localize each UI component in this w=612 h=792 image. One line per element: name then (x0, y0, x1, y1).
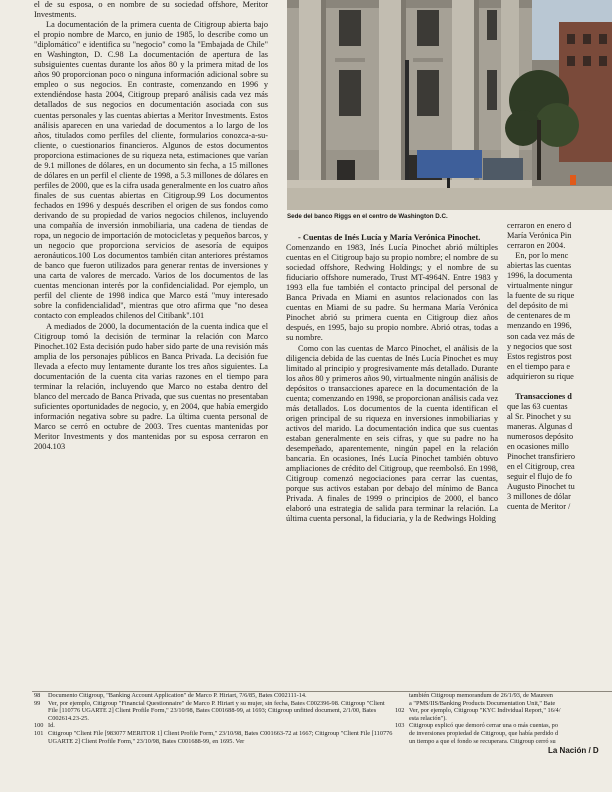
text-line: Augusto Pinochet tu (507, 482, 575, 492)
footnote-text: esta relación"). (409, 714, 447, 722)
text-line: Estos registros post (507, 351, 572, 361)
text-line: en el tiempo para e (507, 361, 571, 371)
text-line: son cada vez más de (507, 331, 575, 341)
paragraph: Como con las cuentas de Marco Pinochet, el análisis de la diligencia debida de las cuentas de Inés Lucía Pinochet es muy limitado al principio y progresivamente más detallado. Durante los años 80 y primeros años 90, virtualmente ningún análisis de depósitos o transacciones aparece en la documentación de la cuenta; comenzando en 1998, se proporcionan análisis cada vez más detallados. Los documentos de la cuenta identifican el origen principal de su riqueza en inversiones inmobiliarias y activos del marido. La documentación indica que sus cuentas estaban generalmente en seis cifras, y que su padre no ha desempeñado, aparentemente, ningún papel en la relación bancaria. En ocasiones, Inés Lucía Pinochet también obtuvo ampliaciones de crédito del Citigroup, que reembolsó. En 1998, Citigroup comenzó negociaciones para cerrar las cuentas, porque sus activos estaban por debajo del mínimo de Banca Privada. A finales de 1999 o principios de 2000, el banco elaboró una estrategia de salida para terminar la relación. La última cuenta personal, la fiduciaria, y la de Redwings Holding (286, 343, 498, 524)
footnote-text: Id. (48, 722, 55, 730)
footnote (34, 722, 394, 730)
text-line: y negocios que sost (507, 341, 572, 351)
footnote (395, 738, 612, 746)
text-line: cuenta de Meritor / (507, 502, 571, 512)
column-middle (286, 233, 498, 524)
footnote (395, 700, 612, 708)
text-line: María Verónica Pin (507, 231, 572, 241)
footnote-number: 102 (395, 707, 405, 715)
text-line: maneras. Algunas d (507, 421, 573, 431)
footnote (395, 722, 612, 730)
footnote-number (395, 738, 409, 746)
footnote-text: Citigroup "Client File [983077 MERITOR 1] Client Profile Form," 23/10/98, Bates C001663-72 at 1667; Citigroup "Client File [110776 UGARTE 2] Client Profile Form," 23/10/98, Bates C001688-99, en 1695. Ver (48, 729, 393, 745)
footnote-text: de inversiones propiedad de Citigroup, que había perdido d (409, 729, 559, 737)
paragraph: A mediados de 2000, la documentación de la cuenta indica que el Citigroup tomó la decisión de terminar la relación con Marco Pinochet.102 Esta decisión pudo haber sido parte de una revisión más amplia de los personajes públicos en Banca Privada. La decisión fue llevada a efecto muy lentamente durante los tres años siguientes. La documentación de la cuenta cita varias razones en el tiempo para terminar la relación, incluyendo que Marco no estaba dentro del blanco del mercado de Banca Privada, que sus cuentas no presentaban suficientes oportunidades de negocio, y, en 2004, que había emergido información negativa sobre su padre. La última cuenta personal de Marco se cerró en octubre de 2003. Tres cuentas mantenidas por Meritor Investments y dos mantenidas por su esposa cerraron en 2004.103 (34, 321, 268, 452)
footnote-number (395, 700, 409, 708)
text-line (507, 382, 612, 392)
text-line: Transacciones d (507, 391, 572, 401)
footnote-number: 98 (34, 692, 41, 699)
footnotes-left (34, 692, 394, 745)
text-line: la fuente de su rique (507, 291, 575, 301)
footnote (34, 730, 394, 745)
footnote-number (395, 692, 409, 700)
text-line: en el Citigroup, crea (507, 462, 575, 472)
footnote-number: 103 (395, 722, 405, 730)
footnote-text: a "PMS/IIS/Banking Products Documentation Unit," Bate (409, 699, 556, 707)
text-line: Pinochet transfiriero (507, 452, 575, 462)
text-line: en ocasiones millo (507, 442, 569, 452)
footer-publication: La Nación / D (548, 746, 599, 755)
footnote-text: Documento Citigroup, "Banking Account Application" de Marco P. Hiriart, 7/6/85, Bates C002111-14. (48, 692, 307, 699)
text-line: 3 millones de dólar (507, 492, 571, 502)
paragraph: La documentación de la primera cuenta de Citigroup abierta bajo el propio nombre de Marco, en junio de 1985, lo describe como un "diplomático" e identifica su "negocio" como la "Embajada de Chile" en Washington, D. C.98 La documentación de apertura de las subsiguientes cuentas durante los años 80 y la primera mitad de los años 90 proporcionan poco o ninguna información adicional sobre su empleo o sus negocios. En contraste, comenzando en 1996 y extendiéndose hasta 2004, Citigroup preparó análisis cada vez más detallados de sus negocios en documentación asociada con sus cuentas personales y las cuentas abiertas a Meritor Investments. Estos análisis aparecen en una variedad de documentos a lo largo de los años, titulados como perfiles del cliente, formularios conozca-a-su-cliente, o cuestionarios financieros. Algunos de estos documentos proporciona estimaciones de su riqueza neta, estimaciones que varían de 9.1 millones de dólares, en un documento sin fecha, a 15 millones de dólares en un perfil el cliente de 1998, a 5.3 millones de dólares en perfiles de 2000, que es la cifra usada generalmente en los cuatro años finales de sus cuentas abiertas en Citigroup.99 Los documentos fechados en 1996 y después describen el origen de sus fondos como derivando de su propiedad de varios negocios chilenos, incluyendo una compañía de inversión inmobiliaria, una cadena de tiendas de ropa, un negocio de importación de motocicletas y pequeños barcos, y un negocio que proporciona servicios de asesoría de equipos aeronáuticos.100 Los documentos también citan anteriores préstamos de banco que fueron utilizados para generar rentas de inversiones y una carta de valores de mercado. Varios de los documentos de las cuentas mencionan interés por la confidencialidad. Por ejemplo, un perfil del cliente de 1998 indica que Marco está "muy interesado sobre la confidencialidad", mientras que otro afirma que "no desea contacto con empleados chilenos del Citibank".101 (34, 20, 268, 321)
footnote-text: también Citigroup memorandum de 26/1/93, de Maureen (409, 692, 553, 699)
text-line: menzando en 1996, (507, 321, 572, 331)
text-line: cerraron en enero d (507, 221, 572, 230)
footnote (395, 707, 612, 715)
text-line: de centenares de m (507, 311, 571, 321)
text-line: del depósito de mi (507, 301, 569, 311)
text-line: adquirieron su rique (507, 371, 574, 381)
footnote (395, 715, 612, 723)
footnote-number: 99 (34, 699, 41, 707)
footnote (395, 730, 612, 738)
footnote-text: Ver, por ejemplo, Citigroup "Financial Questionnaire" de Marco P. Hiriart y su mujer, sin fecha, Bates C002396-98. Citigroup "Client File [110776 UGARTE 2] Client Profile Form," 23/10/98, Bates C001688-99, at 1693; Citigroup unfitted document, 2/1/00, Bates C002614.23-25. (48, 699, 385, 722)
text-line: virtualmente ningur (507, 281, 573, 291)
footnote (34, 700, 394, 723)
footnote-number: 101 (34, 729, 44, 737)
footnote (34, 692, 394, 700)
footnote-text: Citigroup explicó que demoró cerrar una o más cuentas, po (409, 722, 558, 730)
text-line: numerosos depósito (507, 431, 574, 441)
text-line: que las 63 cuentas (507, 401, 568, 411)
column-right-cropped (507, 221, 612, 512)
column-left (34, 0, 268, 452)
footnotes-right (395, 692, 612, 745)
text-line: al Sr. Pinochet y su (507, 411, 571, 421)
text-line: abiertas las cuentas (507, 261, 572, 271)
footnote-text: Ver, por ejemplo, Citigroup "KYC Individual Report," 16/4/ (409, 707, 561, 715)
text-line: cerraron en 2004. (507, 241, 566, 251)
footnote (395, 692, 612, 700)
riggs-bank-photo (287, 0, 612, 210)
text-line: En, por lo menc (507, 251, 569, 261)
section-heading: - Cuentas de Inés Lucía y María Verónica Pinochet. (298, 233, 481, 242)
footnote-number (395, 715, 409, 723)
text-line: seguir el flujo de fo (507, 472, 572, 482)
footnote-number (395, 730, 409, 738)
paragraph: el de su esposa, o en nombre de su sociedad offshore, Meritor Investments. (34, 0, 268, 20)
text-line: 1996, la documenta (507, 271, 573, 281)
footnote-text: un tiempo a que el fondo se recuperara. Citigroup cerró su (409, 737, 556, 745)
footnote-number: 100 (34, 722, 44, 730)
photo-caption: Sede del banco Riggs en el centro de Washington D.C. (287, 213, 448, 220)
paragraph: Comenzando en 1983, Inés Lucía Pinochet abrió múltiples cuentas en el Citigroup bajo su propio nombre; el nombre de su sociedad offshore, Redwing Holdings; y el nombre de su fiduciario offshore numerado, Trust MT-4964N. Entre 1983 y 1993 ella fue también el contacto principal del personal de Banca Privada en Miami en asuntos relacionados con las cuentas en Miami de su padre. Su hermana María Verónica Pinochet abrió su primera cuenta en Citigroup diez años después, en 1995, bajo su propio nombre. Abrió otras, todas a su nombre. (286, 243, 498, 343)
